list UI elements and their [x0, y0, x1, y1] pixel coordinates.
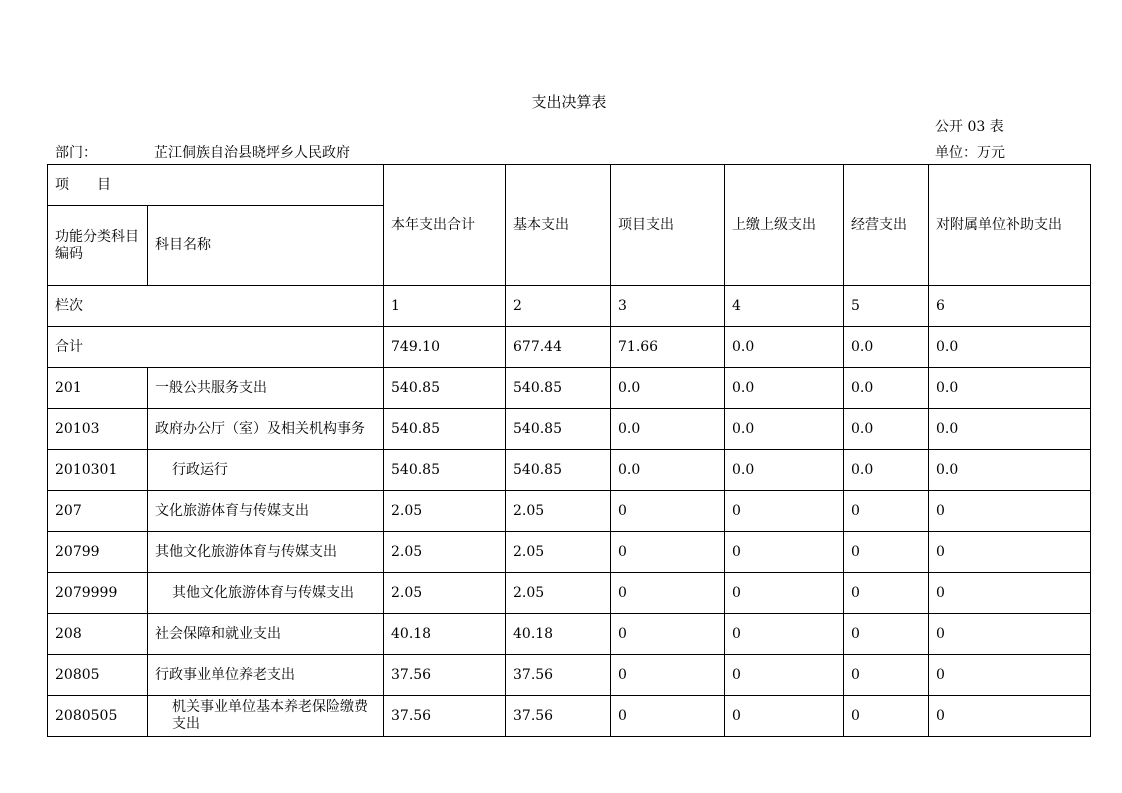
table-row — [48, 368, 1091, 409]
row-cell: 0 — [611, 573, 725, 614]
row-code: 2079999 — [48, 573, 148, 614]
row-cell: 0.0 — [611, 450, 725, 491]
row-cell: 0.0 — [611, 409, 725, 450]
row-cell: 0.0 — [725, 450, 844, 491]
row-cell: 0 — [611, 696, 725, 737]
row-cell: 0 — [844, 491, 929, 532]
row-cell: 0 — [611, 532, 725, 573]
row-cell: 0 — [929, 614, 1091, 655]
row-code: 207 — [48, 491, 148, 532]
column-index-cell: 2 — [506, 286, 611, 327]
form-number: 公开 03 表 — [935, 119, 1004, 135]
row-cell: 540.85 — [506, 409, 611, 450]
row-name: 一般公共服务支出 — [148, 368, 384, 409]
table-row — [48, 614, 1091, 655]
total-cell: 0.0 — [725, 327, 844, 368]
row-cell: 0 — [929, 532, 1091, 573]
column-index-label: 栏次 — [48, 286, 384, 327]
row-cell: 2.05 — [506, 532, 611, 573]
row-cell: 0 — [725, 573, 844, 614]
table-row — [48, 532, 1091, 573]
row-cell: 540.85 — [384, 450, 506, 491]
row-code: 2080505 — [48, 696, 148, 737]
row-cell: 0.0 — [929, 450, 1091, 491]
total-cell: 0.0 — [844, 327, 929, 368]
row-cell: 0.0 — [929, 409, 1091, 450]
row-name: 行政运行 — [148, 450, 384, 491]
header-project: 项目支出 — [611, 165, 725, 286]
header-basic: 基本支出 — [506, 165, 611, 286]
row-name: 其他文化旅游体育与传媒支出 — [148, 573, 384, 614]
row-name: 机关事业单位基本养老保险缴费支出 — [148, 696, 384, 737]
row-cell: 0 — [844, 532, 929, 573]
row-cell: 40.18 — [506, 614, 611, 655]
expenditure-table — [47, 164, 1091, 737]
row-name: 政府办公厅（室）及相关机构事务 — [148, 409, 384, 450]
row-code: 201 — [48, 368, 148, 409]
column-index-cell: 1 — [384, 286, 506, 327]
header-upper: 上缴上级支出 — [725, 165, 844, 286]
document-title: 支出决算表 — [531, 93, 607, 111]
row-code: 2010301 — [48, 450, 148, 491]
row-cell: 0.0 — [929, 368, 1091, 409]
row-cell: 2.05 — [384, 491, 506, 532]
row-cell: 2.05 — [384, 532, 506, 573]
column-index-cell: 6 — [929, 286, 1091, 327]
row-cell: 0 — [611, 655, 725, 696]
row-cell: 0 — [725, 614, 844, 655]
row-cell: 2.05 — [384, 573, 506, 614]
row-cell: 0.0 — [844, 409, 929, 450]
row-cell: 0 — [929, 491, 1091, 532]
header-row — [48, 165, 1091, 206]
row-cell: 0.0 — [725, 409, 844, 450]
row-cell: 0 — [929, 573, 1091, 614]
row-cell: 0 — [844, 573, 929, 614]
table-row — [48, 409, 1091, 450]
table-row — [48, 655, 1091, 696]
row-cell: 540.85 — [384, 409, 506, 450]
row-cell: 0.0 — [725, 368, 844, 409]
header-code: 功能分类科目编码 — [48, 206, 148, 286]
row-cell: 0 — [611, 614, 725, 655]
row-cell: 0 — [929, 655, 1091, 696]
department-label: 部门： — [55, 145, 97, 161]
row-cell: 0 — [725, 491, 844, 532]
row-cell: 37.56 — [384, 655, 506, 696]
department-name: 芷江侗族自治县晓坪乡人民政府 — [154, 145, 350, 161]
row-cell: 37.56 — [506, 696, 611, 737]
table-row — [48, 696, 1091, 737]
row-code: 20805 — [48, 655, 148, 696]
header-subsidy: 对附属单位补助支出 — [929, 165, 1091, 286]
row-cell: 0.0 — [844, 450, 929, 491]
total-row — [48, 327, 1091, 368]
row-cell: 0 — [725, 532, 844, 573]
row-cell: 0 — [844, 614, 929, 655]
row-name: 行政事业单位养老支出 — [148, 655, 384, 696]
header-total: 本年支出合计 — [384, 165, 506, 286]
total-cell: 71.66 — [611, 327, 725, 368]
row-name: 其他文化旅游体育与传媒支出 — [148, 532, 384, 573]
column-index-cell: 3 — [611, 286, 725, 327]
total-cell: 0.0 — [929, 327, 1091, 368]
column-index-cell: 5 — [844, 286, 929, 327]
row-name: 社会保障和就业支出 — [148, 614, 384, 655]
total-cell: 749.10 — [384, 327, 506, 368]
row-cell: 2.05 — [506, 573, 611, 614]
row-cell: 37.56 — [384, 696, 506, 737]
header-name: 科目名称 — [148, 206, 384, 286]
row-name: 文化旅游体育与传媒支出 — [148, 491, 384, 532]
row-cell: 0 — [929, 696, 1091, 737]
total-cell: 677.44 — [506, 327, 611, 368]
row-cell: 0 — [725, 655, 844, 696]
row-code: 208 — [48, 614, 148, 655]
row-cell: 0.0 — [611, 368, 725, 409]
row-cell: 540.85 — [384, 368, 506, 409]
row-cell: 540.85 — [506, 368, 611, 409]
row-cell: 0 — [844, 655, 929, 696]
table-row — [48, 573, 1091, 614]
row-cell: 0 — [725, 696, 844, 737]
row-cell: 0.0 — [844, 368, 929, 409]
total-label: 合计 — [48, 327, 384, 368]
table-row — [48, 450, 1091, 491]
row-cell: 2.05 — [506, 491, 611, 532]
column-index-cell: 4 — [725, 286, 844, 327]
row-cell: 37.56 — [506, 655, 611, 696]
row-cell: 0 — [844, 696, 929, 737]
column-index-row — [48, 286, 1091, 327]
header-business: 经营支出 — [844, 165, 929, 286]
row-cell: 0 — [611, 491, 725, 532]
row-cell: 40.18 — [384, 614, 506, 655]
row-code: 20799 — [48, 532, 148, 573]
header-item: 项 目 — [48, 165, 384, 206]
table-row — [48, 491, 1091, 532]
row-cell: 540.85 — [506, 450, 611, 491]
row-code: 20103 — [48, 409, 148, 450]
unit-label: 单位：万元 — [935, 145, 1005, 161]
